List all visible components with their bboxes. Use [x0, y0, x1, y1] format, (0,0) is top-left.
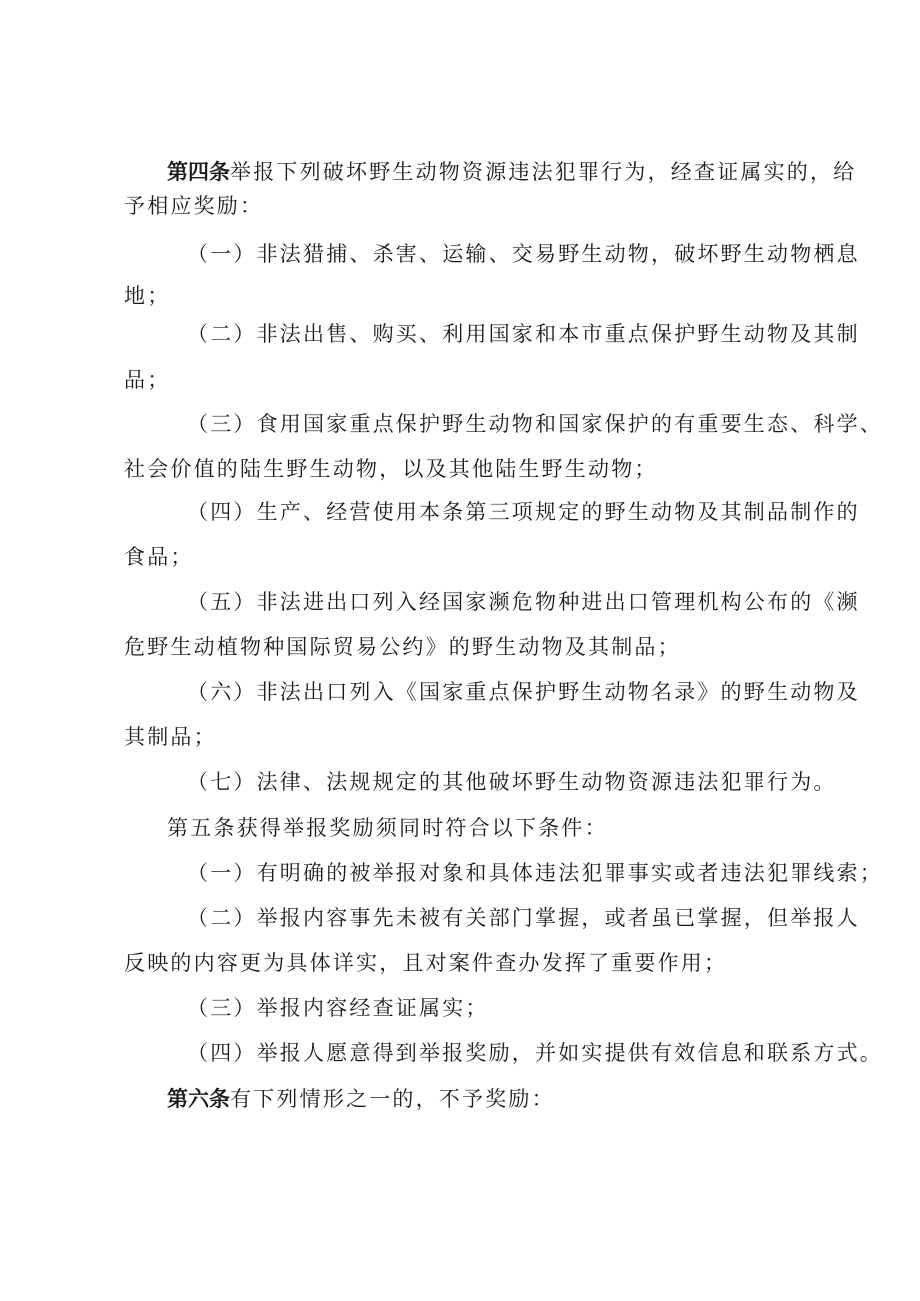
article-4-item-3-line-1: （三）食用国家重点保护野生动物和国家保护的有重要生态、科学、 — [187, 412, 883, 436]
article-5-item-1: （一）有明确的被举报对象和具体违法犯罪事实或者违法犯罪线索； — [187, 861, 883, 885]
article-4-item-2-line-1: （二）非法出售、购买、利用国家和本市重点保护野生动物及其制 — [187, 322, 860, 346]
article-5-item-3: （三）举报内容经查证属实； — [187, 996, 489, 1020]
article-4-item-4-line-1: （四）生产、经营使用本条第三项规定的野生动物及其制品制作的 — [187, 500, 860, 524]
article-5-item-4: （四）举报人愿意得到举报奖励，并如实提供有效信息和联系方式。 — [187, 1041, 883, 1065]
article-4-line-1 — [167, 158, 856, 186]
article-6-body: 有下列情形之一的，不予奖励： — [230, 1087, 555, 1111]
article-4-item-5-line-1: （五）非法进出口列入经国家濒危物种进出口管理机构公布的《濒 — [187, 590, 860, 614]
article-4-item-5-line-2: 危野生动植物种国际贸易公约》的野生动物及其制品； — [124, 635, 681, 659]
article-4-item-7: （七）法律、法规规定的其他破坏野生动物资源违法犯罪行为。 — [187, 770, 837, 794]
article-5-item-2-line-1: （二）举报内容事先未被有关部门掌握，或者虽已掌握，但举报人 — [187, 906, 860, 930]
article-5-item-2-line-2: 反映的内容更为具体详实，且对案件查办发挥了重要作用； — [124, 951, 728, 975]
article-4-line-2: 予相应奖励： — [124, 194, 264, 218]
article-5-heading-line: 第五条获得举报奖励须同时符合以下条件： — [167, 816, 608, 840]
article-4-item-4-line-2: 食品； — [124, 545, 194, 569]
article-4-heading: 第四条 — [167, 159, 230, 184]
article-6-heading: 第六条 — [167, 1086, 230, 1111]
article-4-item-3-line-2: 社会价值的陆生野生动物，以及其他陆生野生动物； — [124, 457, 658, 481]
article-4-body: 举报下列破坏野生动物资源违法犯罪行为，经查证属实的，给 — [230, 160, 857, 184]
article-6-line — [167, 1085, 555, 1113]
article-4-item-1-line-1: （一）非法猎捕、杀害、运输、交易野生动物，破坏野生动物栖息 — [187, 242, 860, 266]
article-4-item-6-line-2: 其制品； — [124, 725, 217, 749]
article-4-item-1-line-2: 地； — [124, 284, 171, 308]
article-4-item-2-line-2: 品； — [124, 368, 171, 392]
article-4-item-6-line-1: （六）非法出口列入《国家重点保护野生动物名录》的野生动物及 — [187, 680, 860, 704]
